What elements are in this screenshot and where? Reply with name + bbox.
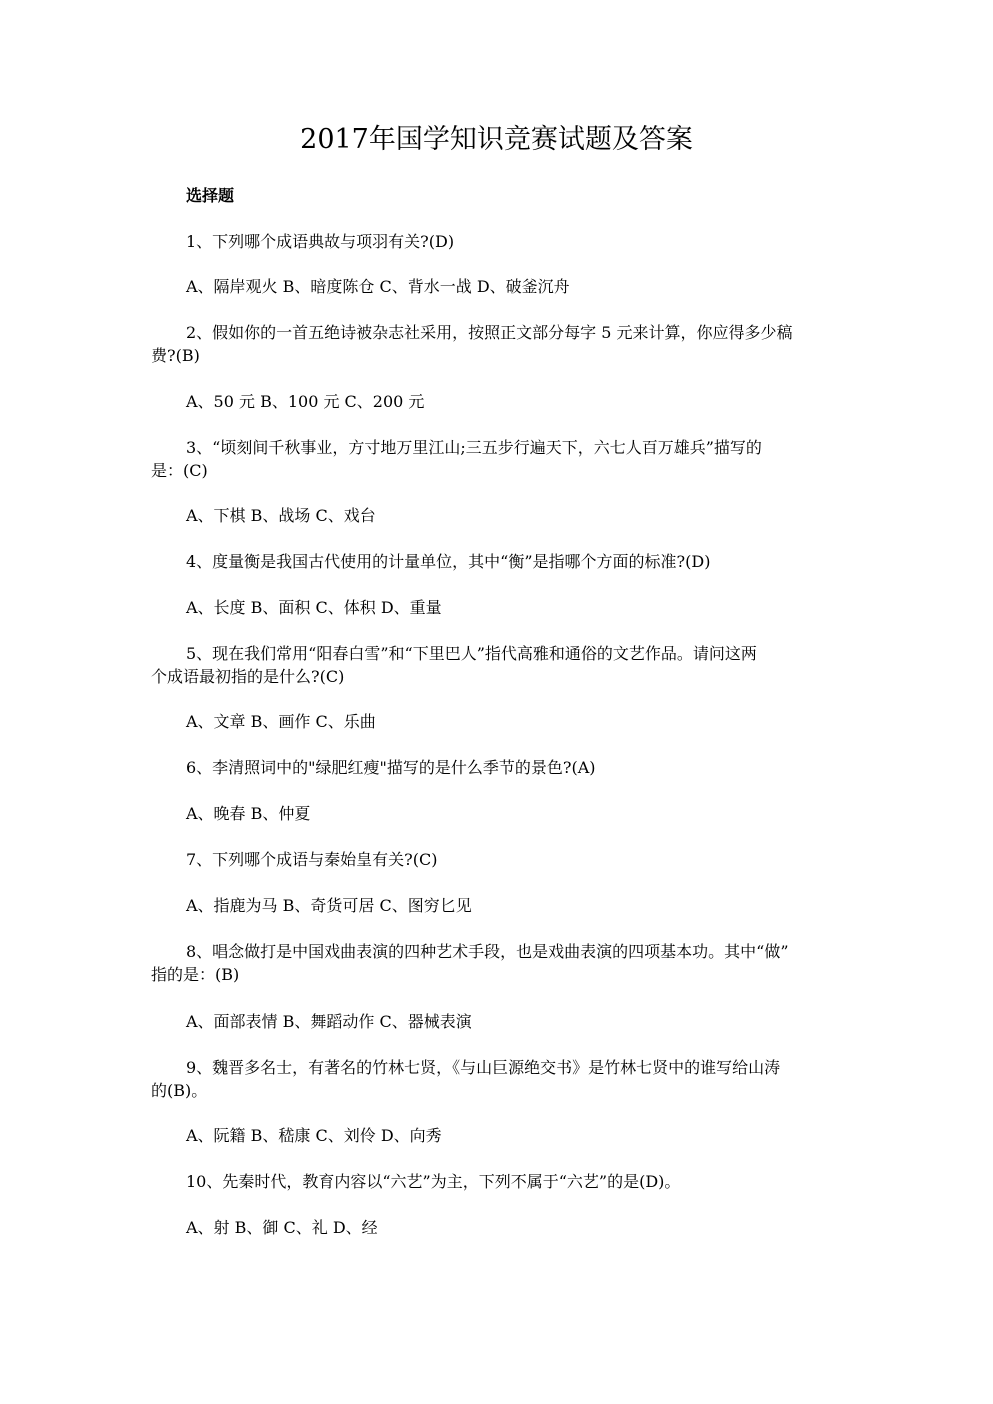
question-2-line-2: 费?(B)	[151, 346, 200, 365]
question-8-line-2: 指的是：(B)	[151, 965, 240, 984]
question-4-options: A、长度 B、面积 C、体积 D、重量	[186, 598, 442, 617]
question-9-line-1: 9、魏晋多名士，有著名的竹林七贤，《与山巨源绝交书》是竹林七贤中的谁写给山涛	[186, 1058, 781, 1077]
question-5-options: A、文章 B、画作 C、乐曲	[186, 712, 376, 731]
question-4-line-1: 4、度量衡是我国古代使用的计量单位，其中“衡”是指哪个方面的标准?(D)	[186, 552, 711, 571]
question-1-options: A、隔岸观火 B、暗度陈仓 C、背水一战 D、破釜沉舟	[186, 277, 570, 296]
question-9-options: A、阮籍 B、嵇康 C、刘伶 D、向秀	[186, 1126, 442, 1145]
question-10-options: A、射 B、御 C、礼 D、经	[186, 1218, 378, 1237]
question-6-line-1: 6、李清照词中的"绿肥红瘦"描写的是什么季节的景色?(A)	[186, 758, 596, 777]
question-3-line-2: 是：(C)	[151, 461, 208, 480]
question-10-line-1: 10、先秦时代，教育内容以“六艺”为主，下列不属于“六艺”的是(D)。	[186, 1172, 681, 1191]
section-heading: 选择题	[186, 186, 235, 205]
question-9-line-2: 的(B)。	[151, 1081, 208, 1100]
question-7-line-1: 7、下列哪个成语与秦始皇有关?(C)	[186, 850, 438, 869]
question-7-options: A、指鹿为马 B、奇货可居 C、图穷匕见	[186, 896, 472, 915]
question-8-line-1: 8、唱念做打是中国戏曲表演的四种艺术手段，也是戏曲表演的四项基本功。其中“做”	[186, 942, 789, 961]
question-5-line-2: 个成语最初指的是什么?(C)	[151, 667, 345, 686]
question-5-line-1: 5、现在我们常用“阳春白雪”和“下里巴人”指代高雅和通俗的文艺作品。请问这两	[186, 644, 757, 663]
question-2-line-1: 2、假如你的一首五绝诗被杂志社采用，按照正文部分每字 5 元来计算，你应得多少稿	[186, 323, 793, 342]
question-1-line-1: 1、下列哪个成语典故与项羽有关?(D)	[186, 232, 455, 251]
question-6-options: A、晚春 B、仲夏	[186, 804, 311, 823]
question-3-options: A、下棋 B、战场 C、戏台	[186, 506, 376, 525]
document-title: 2017年国学知识竞赛试题及答案	[300, 124, 693, 155]
question-3-line-1: 3、“顷刻间千秋事业，方寸地万里江山;三五步行遍天下，六七人百万雄兵”描写的	[186, 438, 762, 457]
question-8-options: A、面部表情 B、舞蹈动作 C、器械表演	[186, 1012, 472, 1031]
question-2-options: A、50 元 B、100 元 C、200 元	[186, 392, 425, 411]
